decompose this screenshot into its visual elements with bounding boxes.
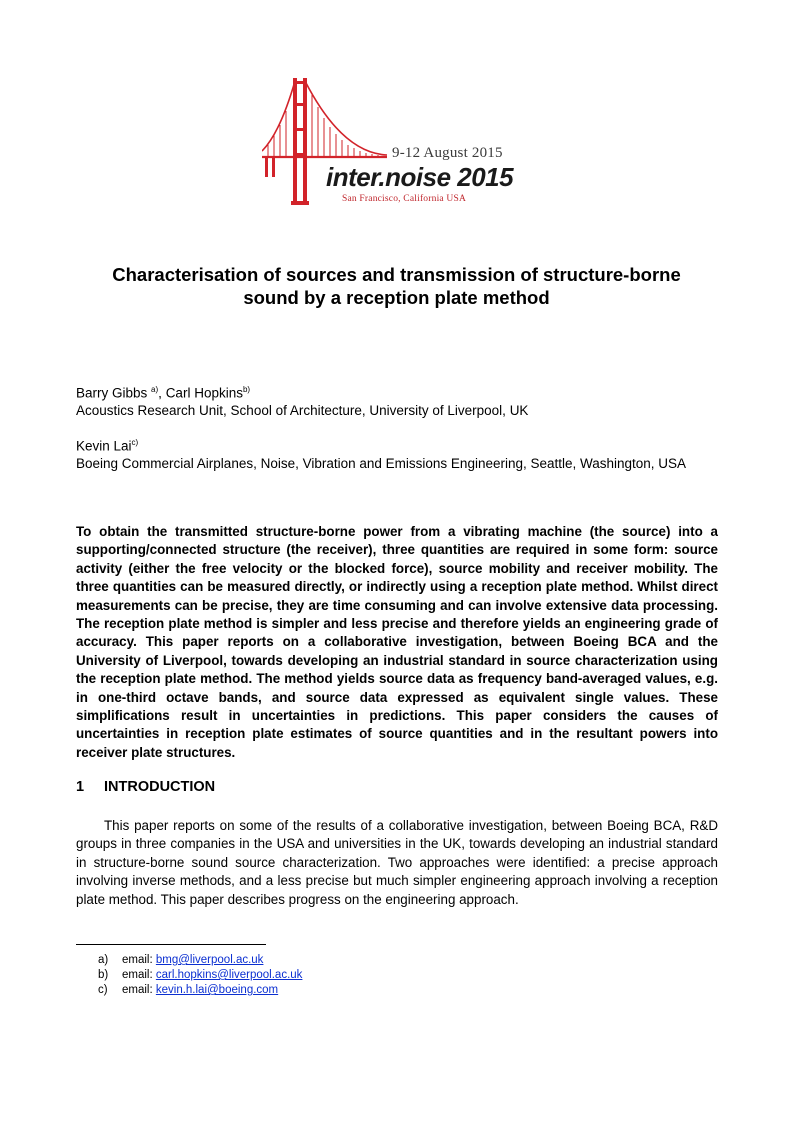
footnote-label: email: xyxy=(122,984,156,996)
conference-location: San Francisco, California USA xyxy=(342,194,467,204)
footnote-mark: c) xyxy=(98,984,108,996)
conference-logo xyxy=(262,73,532,208)
footnote xyxy=(98,968,302,983)
abstract: To obtain the transmitted structure-borne power from a vibrating machine (the source) into a supporting/connected structure (the receiver), three quantities are required in some form: source activity (either the free velocity or the blocked force), source mobility and receiver mobility. The three quantities can be measured directly, or indirectly using a reception plate method. Whilst direct measurements can be precise, they are time consuming and can involve extensive data processing. The reception plate method is simpler and less precise and therefore yields an engineering grade of accuracy. This paper reports on a collaborative investigation, between Boeing BCA and the University of Liverpool, towards developing an industrial standard in source characterization using the reception plate method. The method yields source data as frequency band-averaged values, e.g. in one-third octave bands, and source data expressed as equivalent single values. These simplifications result in uncertainties in predictions. This paper considers the causes of uncertainties in reception plate estimates of source quantities and in the resultant powers into receiver plate structures. xyxy=(76,524,718,760)
footnotes xyxy=(98,953,302,998)
author-group-2 xyxy=(76,434,721,472)
paper-title xyxy=(60,263,733,309)
footnote xyxy=(98,953,302,968)
section-title: INTRODUCTION xyxy=(104,779,216,795)
author-separator: , xyxy=(158,385,166,401)
footnote-label: email: xyxy=(122,954,156,966)
author-line-1 xyxy=(76,381,721,402)
footnote-label: email: xyxy=(122,969,156,981)
author-affiliation: Boeing Commercial Airplanes, Noise, Vibration and Emissions Engineering, Seattle, Washington, USA xyxy=(76,455,687,471)
section-heading xyxy=(76,779,215,795)
footnote-mark: a) xyxy=(98,954,109,966)
author-name: Barry Gibbs xyxy=(76,385,148,401)
author-affiliation: Acoustics Research Unit, School of Architecture, University of Liverpool, UK xyxy=(76,402,529,418)
email-link[interactable]: bmg@liverpool.ac.uk xyxy=(155,954,264,966)
author-group-1 xyxy=(76,381,721,419)
footnote-mark: b) xyxy=(98,969,109,981)
introduction-paragraph: This paper reports on some of the results of a collaborative investigation, between Boeing BCA, R&D groups in three companies in the USA and universities in the UK, towards developing an industrial standard in structure-borne sound source characterization. Two approaches were identified: a precise approach involving inverse methods, and a less precise but much simpler engineering approach involving a reception plate method. This paper describes progress on the engineering approach. xyxy=(76,818,718,907)
author-mark: a) xyxy=(151,385,159,394)
author-mark: b) xyxy=(242,385,251,394)
email-link[interactable]: kevin.h.lai@boeing.com xyxy=(155,984,279,996)
conference-brand: inter.noise 2015 xyxy=(326,162,514,192)
author-line-2 xyxy=(76,434,721,455)
title-line-1: Characterisation of sources and transmission of structure-borne xyxy=(112,264,681,285)
author-mark: c) xyxy=(131,438,139,447)
section-number: 1 xyxy=(76,779,85,795)
conference-date: 9-12 August 2015 xyxy=(392,145,503,161)
author-name: Kevin Lai xyxy=(76,438,132,454)
email-link[interactable]: carl.hopkins@liverpool.ac.uk xyxy=(155,969,303,981)
title-line-2: sound by a reception plate method xyxy=(243,287,550,308)
author-name: Carl Hopkins xyxy=(165,385,243,401)
footnote xyxy=(98,983,302,998)
footnote-divider xyxy=(76,944,266,945)
